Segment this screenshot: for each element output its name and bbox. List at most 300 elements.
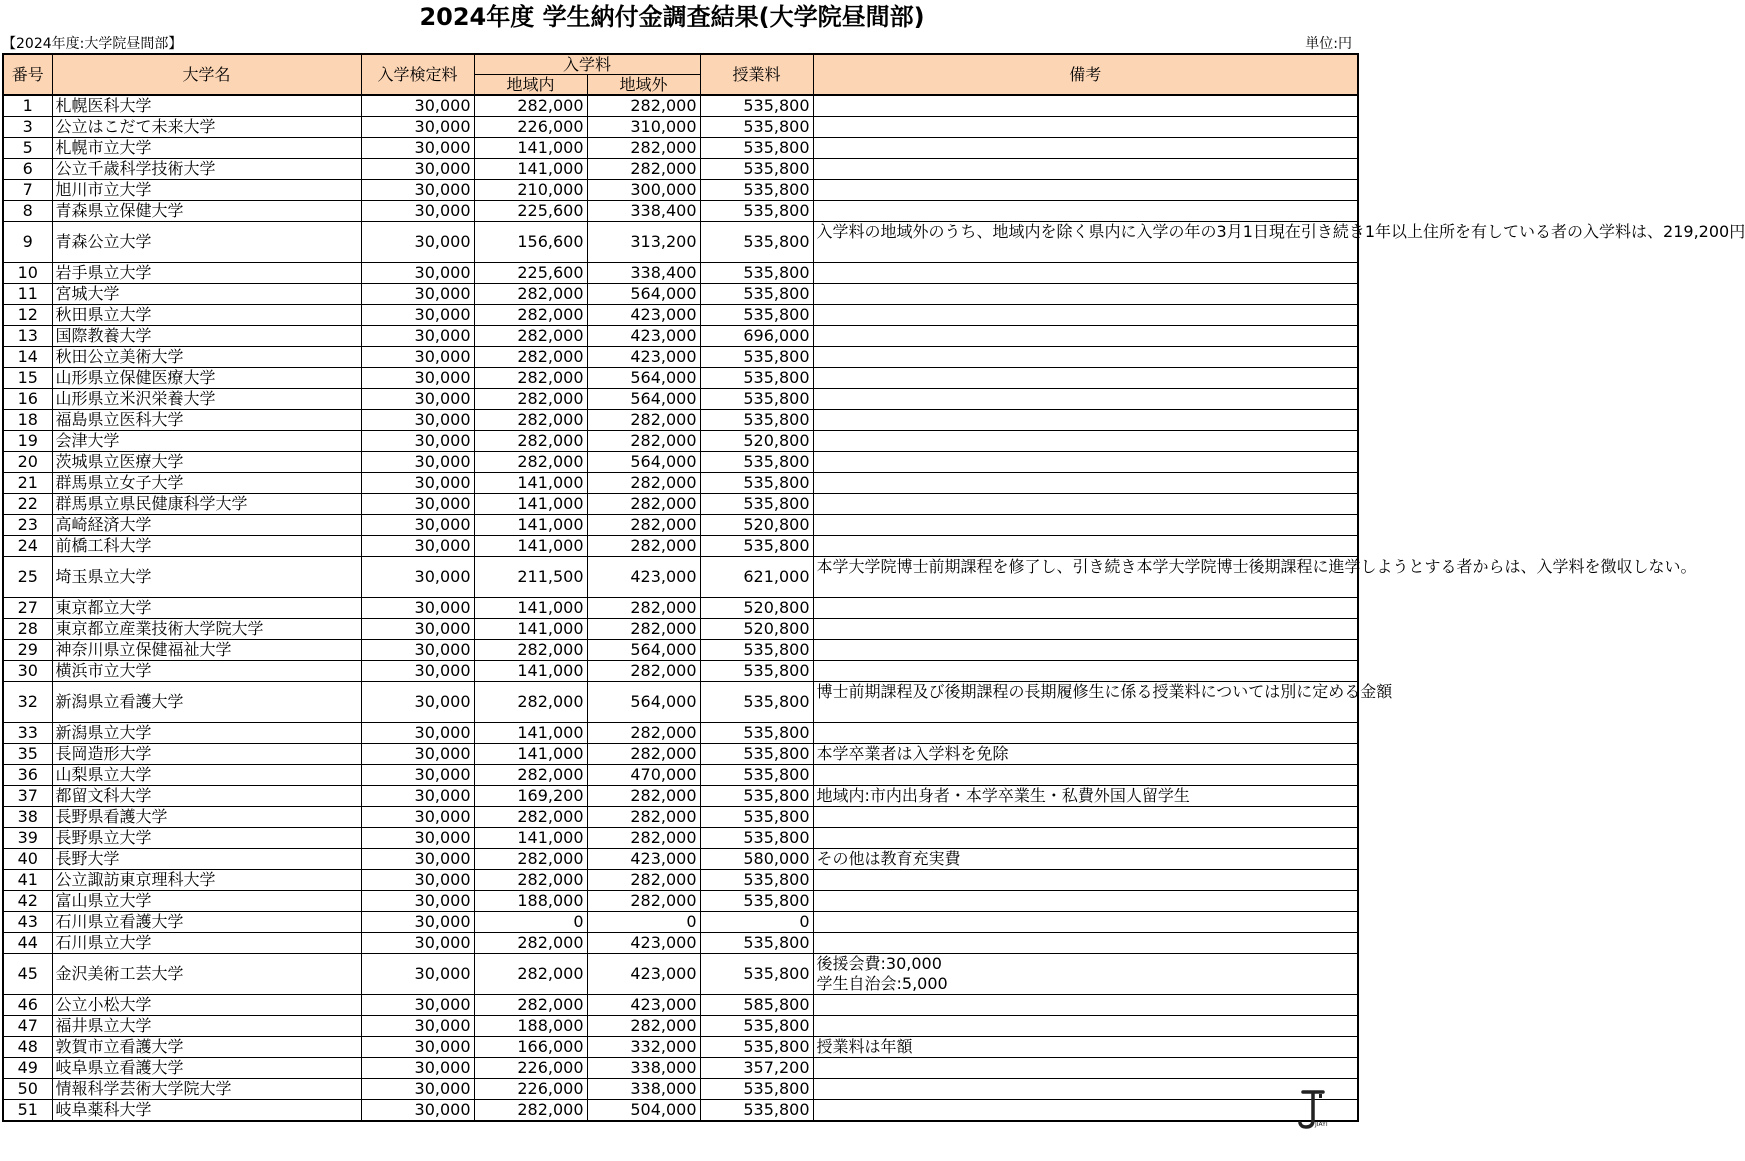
cell-note[interactable] [813,180,1358,201]
cell-note[interactable] [813,284,1358,305]
cell-admission-outside[interactable]: 338,400 [587,201,700,222]
cell-university-name[interactable]: 秋田県立大学 [52,305,361,326]
cell-university-name[interactable]: 岐阜県立看護大学 [52,1058,361,1079]
cell-no[interactable]: 42 [3,891,52,912]
cell-no[interactable]: 13 [3,326,52,347]
cell-note[interactable] [813,117,1358,138]
cell-no[interactable]: 10 [3,263,52,284]
cell-tuition[interactable]: 520,800 [700,431,813,452]
cell-university-name[interactable]: 札幌市立大学 [52,138,361,159]
cell-admission-inside[interactable]: 282,000 [474,849,587,870]
cell-admission-outside[interactable]: 423,000 [587,933,700,954]
cell-admission-inside[interactable]: 141,000 [474,159,587,180]
cell-tuition[interactable]: 520,800 [700,619,813,640]
cell-no[interactable]: 1 [3,95,52,117]
cell-note[interactable]: 後援会費:30,000 学生自治会:5,000 [813,954,1358,995]
cell-university-name[interactable]: 石川県立大学 [52,933,361,954]
cell-tuition[interactable]: 535,800 [700,723,813,744]
cell-university-name[interactable]: 山梨県立大学 [52,765,361,786]
cell-admission-inside[interactable]: 282,000 [474,347,587,368]
cell-university-name[interactable]: 群馬県立県民健康科学大学 [52,494,361,515]
cell-no[interactable]: 40 [3,849,52,870]
cell-university-name[interactable]: 石川県立看護大学 [52,912,361,933]
cell-admission-outside[interactable]: 282,000 [587,1016,700,1037]
cell-tuition[interactable]: 535,800 [700,1016,813,1037]
cell-admission-outside[interactable]: 564,000 [587,640,700,661]
cell-tuition[interactable]: 535,800 [700,933,813,954]
cell-no[interactable]: 5 [3,138,52,159]
cell-admission-inside[interactable]: 282,000 [474,1100,587,1122]
cell-exam-fee[interactable]: 30,000 [361,828,474,849]
cell-no[interactable]: 29 [3,640,52,661]
cell-tuition[interactable]: 535,800 [700,347,813,368]
header-name[interactable]: 大学名 [52,54,361,95]
cell-note[interactable] [813,1016,1358,1037]
cell-tuition[interactable]: 535,800 [700,1079,813,1100]
cell-admission-outside[interactable]: 504,000 [587,1100,700,1122]
cell-admission-inside[interactable]: 169,200 [474,786,587,807]
cell-note[interactable] [813,1079,1358,1100]
cell-university-name[interactable]: 青森県立保健大学 [52,201,361,222]
cell-admission-inside[interactable]: 282,000 [474,640,587,661]
cell-note[interactable] [813,995,1358,1016]
cell-exam-fee[interactable]: 30,000 [361,619,474,640]
header-inside[interactable]: 地域内 [474,75,587,96]
cell-note[interactable] [813,536,1358,557]
cell-no[interactable]: 21 [3,473,52,494]
cell-university-name[interactable]: 群馬県立女子大学 [52,473,361,494]
cell-exam-fee[interactable]: 30,000 [361,263,474,284]
cell-admission-outside[interactable]: 0 [587,912,700,933]
cell-no[interactable]: 20 [3,452,52,473]
cell-university-name[interactable]: 新潟県立大学 [52,723,361,744]
cell-tuition[interactable]: 535,800 [700,389,813,410]
cell-admission-inside[interactable]: 211,500 [474,557,587,598]
cell-note[interactable] [813,515,1358,536]
cell-exam-fee[interactable]: 30,000 [361,744,474,765]
cell-university-name[interactable]: 山形県立保健医療大学 [52,368,361,389]
cell-note[interactable] [813,410,1358,431]
cell-no[interactable]: 27 [3,598,52,619]
cell-admission-outside[interactable]: 310,000 [587,117,700,138]
cell-university-name[interactable]: 会津大学 [52,431,361,452]
cell-tuition[interactable]: 535,800 [700,536,813,557]
cell-admission-outside[interactable]: 338,000 [587,1079,700,1100]
header-admission-fee[interactable]: 入学料 [474,54,700,75]
cell-note[interactable] [813,1100,1358,1122]
cell-exam-fee[interactable]: 30,000 [361,1016,474,1037]
cell-tuition[interactable]: 535,800 [700,786,813,807]
cell-exam-fee[interactable]: 30,000 [361,557,474,598]
cell-note[interactable] [813,598,1358,619]
cell-note[interactable] [813,807,1358,828]
cell-university-name[interactable]: 青森公立大学 [52,222,361,263]
cell-exam-fee[interactable]: 30,000 [361,305,474,326]
cell-tuition[interactable]: 535,800 [700,891,813,912]
cell-university-name[interactable]: 長野県立大学 [52,828,361,849]
header-exam-fee[interactable]: 入学検定料 [361,54,474,95]
cell-note[interactable]: 入学料の地域外のうち、地域内を除く県内に入学の年の3月1日現在引き続き1年以上住所を有している者の入学料は、219,200円 [813,222,1358,263]
cell-exam-fee[interactable]: 30,000 [361,180,474,201]
cell-tuition[interactable]: 535,800 [700,410,813,431]
cell-note[interactable] [813,912,1358,933]
cell-exam-fee[interactable]: 30,000 [361,410,474,431]
cell-admission-inside[interactable]: 282,000 [474,870,587,891]
cell-exam-fee[interactable]: 30,000 [361,326,474,347]
cell-tuition[interactable]: 696,000 [700,326,813,347]
cell-no[interactable]: 30 [3,661,52,682]
cell-admission-outside[interactable]: 564,000 [587,682,700,723]
cell-note[interactable] [813,1058,1358,1079]
cell-exam-fee[interactable]: 30,000 [361,1079,474,1100]
cell-admission-outside[interactable]: 564,000 [587,452,700,473]
cell-admission-inside[interactable]: 282,000 [474,95,587,117]
cell-exam-fee[interactable]: 30,000 [361,284,474,305]
cell-tuition[interactable]: 520,800 [700,515,813,536]
cell-admission-outside[interactable]: 564,000 [587,368,700,389]
cell-note[interactable] [813,305,1358,326]
cell-admission-outside[interactable]: 282,000 [587,619,700,640]
cell-exam-fee[interactable]: 30,000 [361,536,474,557]
cell-tuition[interactable]: 585,800 [700,995,813,1016]
cell-exam-fee[interactable]: 30,000 [361,912,474,933]
cell-university-name[interactable]: 長野大学 [52,849,361,870]
cell-university-name[interactable]: 山形県立米沢栄養大学 [52,389,361,410]
cell-admission-inside[interactable]: 141,000 [474,723,587,744]
cell-admission-inside[interactable]: 282,000 [474,954,587,995]
cell-note[interactable] [813,891,1358,912]
cell-exam-fee[interactable]: 30,000 [361,954,474,995]
cell-no[interactable]: 48 [3,1037,52,1058]
cell-university-name[interactable]: 東京都立大学 [52,598,361,619]
cell-university-name[interactable]: 高崎経済大学 [52,515,361,536]
cell-tuition[interactable]: 0 [700,912,813,933]
cell-university-name[interactable]: 岩手県立大学 [52,263,361,284]
cell-tuition[interactable]: 535,800 [700,159,813,180]
cell-exam-fee[interactable]: 30,000 [361,995,474,1016]
cell-exam-fee[interactable]: 30,000 [361,849,474,870]
cell-admission-inside[interactable]: 282,000 [474,682,587,723]
cell-university-name[interactable]: 公立はこだて未来大学 [52,117,361,138]
cell-admission-outside[interactable]: 564,000 [587,284,700,305]
cell-exam-fee[interactable]: 30,000 [361,117,474,138]
cell-admission-inside[interactable]: 282,000 [474,431,587,452]
cell-exam-fee[interactable]: 30,000 [361,431,474,452]
cell-university-name[interactable]: 金沢美術工芸大学 [52,954,361,995]
cell-no[interactable]: 3 [3,117,52,138]
cell-university-name[interactable]: 宮城大学 [52,284,361,305]
cell-note[interactable]: 地域内:市内出身者・本学卒業生・私費外国人留学生 [813,786,1358,807]
cell-university-name[interactable]: 東京都立産業技術大学院大学 [52,619,361,640]
cell-admission-inside[interactable]: 188,000 [474,1016,587,1037]
cell-exam-fee[interactable]: 30,000 [361,494,474,515]
cell-note[interactable] [813,452,1358,473]
cell-admission-outside[interactable]: 423,000 [587,326,700,347]
cell-admission-inside[interactable]: 226,000 [474,1058,587,1079]
cell-no[interactable]: 37 [3,786,52,807]
header-tuition[interactable]: 授業料 [700,54,813,95]
cell-exam-fee[interactable]: 30,000 [361,807,474,828]
cell-admission-inside[interactable]: 282,000 [474,410,587,431]
cell-exam-fee[interactable]: 30,000 [361,682,474,723]
cell-university-name[interactable]: 前橋工科大学 [52,536,361,557]
cell-admission-outside[interactable]: 282,000 [587,431,700,452]
cell-admission-inside[interactable]: 166,000 [474,1037,587,1058]
cell-admission-outside[interactable]: 282,000 [587,828,700,849]
cell-tuition[interactable]: 535,800 [700,263,813,284]
cell-admission-inside[interactable]: 141,000 [474,473,587,494]
cell-admission-outside[interactable]: 423,000 [587,849,700,870]
cell-note[interactable] [813,619,1358,640]
cell-university-name[interactable]: 福井県立大学 [52,1016,361,1037]
cell-note[interactable] [813,933,1358,954]
cell-exam-fee[interactable]: 30,000 [361,891,474,912]
cell-admission-outside[interactable]: 282,000 [587,536,700,557]
cell-admission-outside[interactable]: 423,000 [587,557,700,598]
cell-tuition[interactable]: 535,800 [700,954,813,995]
cell-exam-fee[interactable]: 30,000 [361,870,474,891]
cell-no[interactable]: 11 [3,284,52,305]
cell-exam-fee[interactable]: 30,000 [361,1100,474,1122]
cell-admission-outside[interactable]: 282,000 [587,807,700,828]
cell-exam-fee[interactable]: 30,000 [361,201,474,222]
cell-admission-outside[interactable]: 564,000 [587,389,700,410]
cell-tuition[interactable]: 535,800 [700,95,813,117]
cell-university-name[interactable]: 横浜市立大学 [52,661,361,682]
cell-exam-fee[interactable]: 30,000 [361,723,474,744]
cell-admission-outside[interactable]: 282,000 [587,723,700,744]
cell-admission-inside[interactable]: 141,000 [474,138,587,159]
cell-admission-inside[interactable]: 226,000 [474,1079,587,1100]
cell-admission-inside[interactable]: 282,000 [474,765,587,786]
cell-exam-fee[interactable]: 30,000 [361,1037,474,1058]
cell-note[interactable] [813,870,1358,891]
cell-tuition[interactable]: 535,800 [700,828,813,849]
cell-note[interactable] [813,326,1358,347]
cell-admission-inside[interactable]: 282,000 [474,452,587,473]
cell-note[interactable] [813,661,1358,682]
cell-exam-fee[interactable]: 30,000 [361,786,474,807]
cell-admission-outside[interactable]: 423,000 [587,995,700,1016]
cell-exam-fee[interactable]: 30,000 [361,159,474,180]
cell-university-name[interactable]: 公立諏訪東京理科大学 [52,870,361,891]
cell-no[interactable]: 36 [3,765,52,786]
cell-exam-fee[interactable]: 30,000 [361,368,474,389]
cell-university-name[interactable]: 長野県看護大学 [52,807,361,828]
cell-admission-inside[interactable]: 282,000 [474,305,587,326]
cell-exam-fee[interactable]: 30,000 [361,661,474,682]
cell-tuition[interactable]: 535,800 [700,368,813,389]
cell-exam-fee[interactable]: 30,000 [361,389,474,410]
cell-tuition[interactable]: 535,800 [700,180,813,201]
cell-admission-inside[interactable]: 282,000 [474,807,587,828]
cell-admission-inside[interactable]: 141,000 [474,598,587,619]
cell-no[interactable]: 35 [3,744,52,765]
cell-admission-inside[interactable]: 0 [474,912,587,933]
cell-tuition[interactable]: 535,800 [700,1037,813,1058]
cell-no[interactable]: 24 [3,536,52,557]
cell-admission-outside[interactable]: 282,000 [587,138,700,159]
cell-admission-outside[interactable]: 282,000 [587,661,700,682]
cell-no[interactable]: 44 [3,933,52,954]
cell-no[interactable]: 19 [3,431,52,452]
cell-tuition[interactable]: 535,800 [700,870,813,891]
cell-admission-outside[interactable]: 313,200 [587,222,700,263]
cell-no[interactable]: 22 [3,494,52,515]
cell-tuition[interactable]: 535,800 [700,138,813,159]
cell-note[interactable] [813,431,1358,452]
cell-note[interactable] [813,473,1358,494]
cell-no[interactable]: 50 [3,1079,52,1100]
cell-admission-inside[interactable]: 282,000 [474,326,587,347]
cell-admission-inside[interactable]: 210,000 [474,180,587,201]
cell-no[interactable]: 49 [3,1058,52,1079]
cell-no[interactable]: 51 [3,1100,52,1122]
cell-admission-outside[interactable]: 282,000 [587,598,700,619]
cell-admission-outside[interactable]: 423,000 [587,954,700,995]
cell-admission-outside[interactable]: 282,000 [587,744,700,765]
cell-no[interactable]: 28 [3,619,52,640]
cell-tuition[interactable]: 535,800 [700,765,813,786]
cell-admission-inside[interactable]: 226,000 [474,117,587,138]
cell-admission-outside[interactable]: 282,000 [587,786,700,807]
cell-no[interactable]: 9 [3,222,52,263]
cell-exam-fee[interactable]: 30,000 [361,473,474,494]
cell-admission-inside[interactable]: 225,600 [474,263,587,284]
cell-note[interactable] [813,723,1358,744]
cell-tuition[interactable]: 535,800 [700,284,813,305]
cell-tuition[interactable]: 535,800 [700,473,813,494]
cell-university-name[interactable]: 秋田公立美術大学 [52,347,361,368]
cell-no[interactable]: 47 [3,1016,52,1037]
cell-note[interactable]: 博士前期課程及び後期課程の長期履修生に係る授業料については別に定める金額 [813,682,1358,723]
cell-admission-outside[interactable]: 282,000 [587,473,700,494]
cell-no[interactable]: 18 [3,410,52,431]
cell-note[interactable] [813,95,1358,117]
cell-admission-outside[interactable]: 282,000 [587,494,700,515]
cell-university-name[interactable]: 札幌医科大学 [52,95,361,117]
cell-university-name[interactable]: 国際教養大学 [52,326,361,347]
cell-note[interactable] [813,368,1358,389]
cell-admission-inside[interactable]: 141,000 [474,494,587,515]
cell-note[interactable] [813,347,1358,368]
cell-note[interactable]: 本学大学院博士前期課程を修了し、引き続き本学大学院博士後期課程に進学しようとする者からは、入学料を徴収しない。 [813,557,1358,598]
cell-tuition[interactable]: 535,800 [700,807,813,828]
header-note[interactable]: 備考 [813,54,1358,95]
cell-no[interactable]: 7 [3,180,52,201]
cell-no[interactable]: 32 [3,682,52,723]
cell-no[interactable]: 45 [3,954,52,995]
cell-no[interactable]: 25 [3,557,52,598]
cell-university-name[interactable]: 岐阜薬科大学 [52,1100,361,1122]
cell-admission-outside[interactable]: 282,000 [587,159,700,180]
cell-no[interactable]: 43 [3,912,52,933]
cell-no[interactable]: 12 [3,305,52,326]
cell-no[interactable]: 8 [3,201,52,222]
cell-university-name[interactable]: 富山県立大学 [52,891,361,912]
cell-admission-outside[interactable]: 338,000 [587,1058,700,1079]
cell-tuition[interactable]: 535,800 [700,452,813,473]
cell-exam-fee[interactable]: 30,000 [361,515,474,536]
cell-admission-inside[interactable]: 141,000 [474,744,587,765]
cell-tuition[interactable]: 621,000 [700,557,813,598]
cell-exam-fee[interactable]: 30,000 [361,95,474,117]
cell-admission-inside[interactable]: 141,000 [474,536,587,557]
cell-tuition[interactable]: 535,800 [700,117,813,138]
cell-note[interactable] [813,263,1358,284]
cell-exam-fee[interactable]: 30,000 [361,138,474,159]
cell-admission-inside[interactable]: 282,000 [474,284,587,305]
cell-note[interactable] [813,765,1358,786]
cell-admission-outside[interactable]: 282,000 [587,891,700,912]
cell-university-name[interactable]: 埼玉県立大学 [52,557,361,598]
cell-tuition[interactable]: 535,800 [700,494,813,515]
cell-no[interactable]: 46 [3,995,52,1016]
cell-tuition[interactable]: 580,000 [700,849,813,870]
cell-admission-outside[interactable]: 282,000 [587,410,700,431]
cell-exam-fee[interactable]: 30,000 [361,765,474,786]
cell-exam-fee[interactable]: 30,000 [361,1058,474,1079]
cell-exam-fee[interactable]: 30,000 [361,640,474,661]
cell-no[interactable]: 6 [3,159,52,180]
cell-admission-inside[interactable]: 188,000 [474,891,587,912]
cell-admission-inside[interactable]: 156,600 [474,222,587,263]
cell-admission-inside[interactable]: 141,000 [474,828,587,849]
cell-university-name[interactable]: 長岡造形大学 [52,744,361,765]
cell-admission-outside[interactable]: 282,000 [587,95,700,117]
header-no[interactable]: 番号 [3,54,52,95]
cell-admission-outside[interactable]: 423,000 [587,347,700,368]
cell-admission-inside[interactable]: 282,000 [474,995,587,1016]
cell-admission-inside[interactable]: 141,000 [474,515,587,536]
cell-admission-outside[interactable]: 332,000 [587,1037,700,1058]
cell-no[interactable]: 15 [3,368,52,389]
cell-tuition[interactable]: 520,800 [700,598,813,619]
cell-admission-inside[interactable]: 282,000 [474,389,587,410]
cell-admission-inside[interactable]: 141,000 [474,661,587,682]
cell-note[interactable] [813,640,1358,661]
cell-university-name[interactable]: 神奈川県立保健福祉大学 [52,640,361,661]
cell-tuition[interactable]: 535,800 [700,305,813,326]
cell-note[interactable]: 授業料は年額 [813,1037,1358,1058]
cell-admission-outside[interactable]: 470,000 [587,765,700,786]
cell-university-name[interactable]: 新潟県立看護大学 [52,682,361,723]
cell-no[interactable]: 16 [3,389,52,410]
cell-admission-outside[interactable]: 300,000 [587,180,700,201]
cell-tuition[interactable]: 535,800 [700,661,813,682]
cell-no[interactable]: 38 [3,807,52,828]
cell-admission-outside[interactable]: 282,000 [587,870,700,891]
header-outside[interactable]: 地域外 [587,75,700,96]
cell-note[interactable] [813,201,1358,222]
cell-tuition[interactable]: 535,800 [700,640,813,661]
cell-note[interactable] [813,828,1358,849]
cell-note[interactable] [813,138,1358,159]
cell-university-name[interactable]: 茨城県立医療大学 [52,452,361,473]
cell-exam-fee[interactable]: 30,000 [361,933,474,954]
cell-tuition[interactable]: 535,800 [700,201,813,222]
cell-university-name[interactable]: 公立小松大学 [52,995,361,1016]
cell-university-name[interactable]: 公立千歳科学技術大学 [52,159,361,180]
cell-note[interactable] [813,159,1358,180]
cell-admission-outside[interactable]: 338,400 [587,263,700,284]
cell-exam-fee[interactable]: 30,000 [361,598,474,619]
cell-admission-inside[interactable]: 282,000 [474,933,587,954]
cell-tuition[interactable]: 535,800 [700,682,813,723]
cell-exam-fee[interactable]: 30,000 [361,452,474,473]
cell-university-name[interactable]: 敦賀市立看護大学 [52,1037,361,1058]
cell-note[interactable] [813,494,1358,515]
